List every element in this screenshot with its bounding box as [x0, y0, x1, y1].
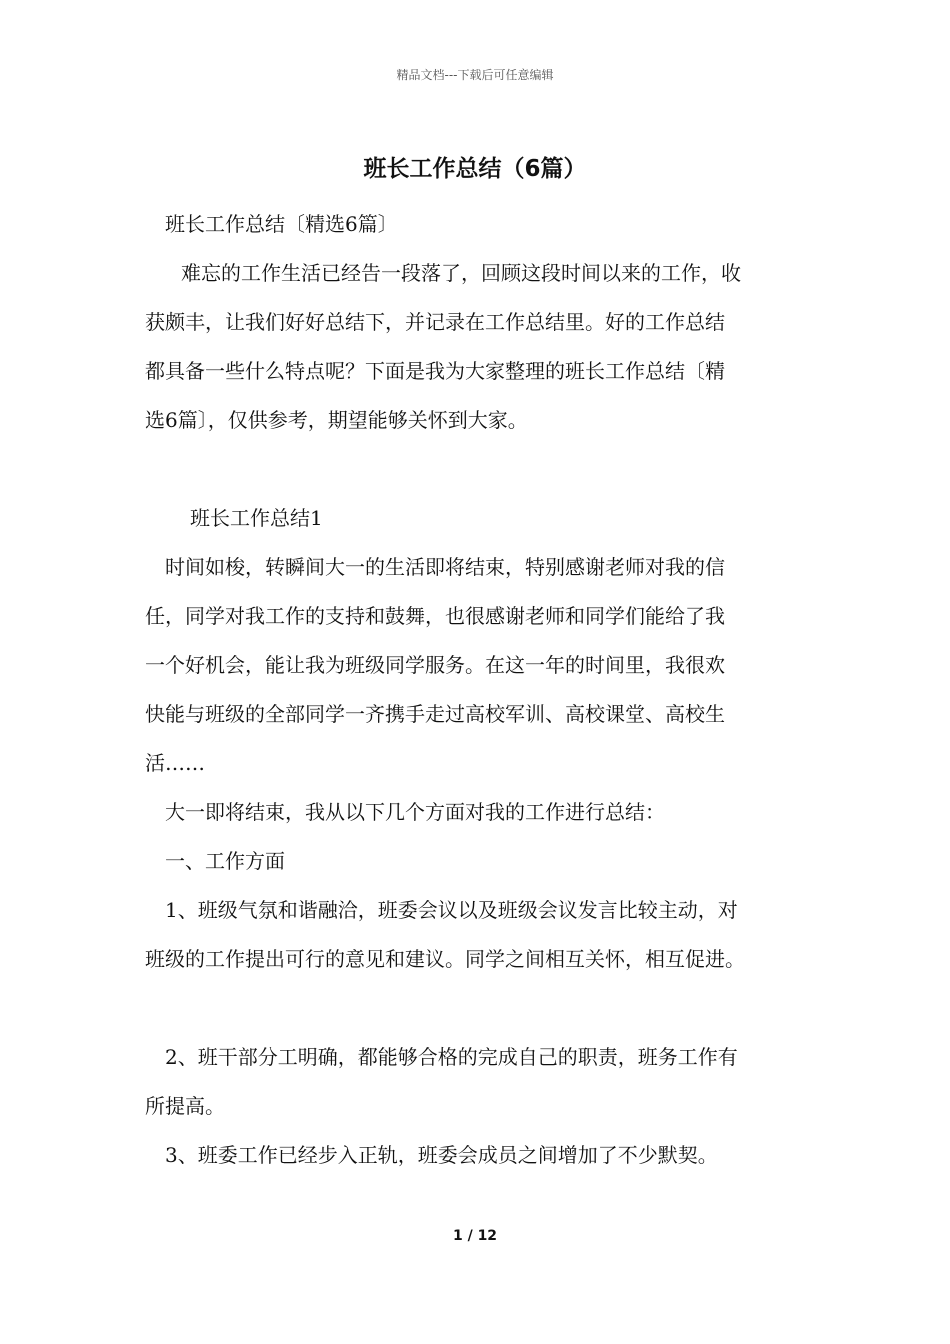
section1-line-5: 活…… [145, 751, 205, 775]
intro-line-3: 都具备一些什么特点呢？下面是我为大家整理的班长工作总结〔精 [145, 359, 725, 383]
intro-line-2: 获颇丰，让我们好好总结下，并记录在工作总结里。好的工作总结 [145, 310, 725, 334]
page-current: 1 [452, 1228, 463, 1244]
paragraph-gap [145, 445, 815, 494]
item2-line-2: 所提高。 [145, 1094, 225, 1118]
section-heading: 班长工作总结1 [190, 506, 323, 530]
section1-line-1: 时间如梭，转瞬间大一的生活即将结束，特别感谢老师对我的信 [165, 555, 725, 579]
page-separator: / [467, 1228, 473, 1244]
page-total: 12 [477, 1228, 498, 1244]
section1-line-3: 一个好机会，能让我为班级同学服务。在这一年的时间里，我很欢 [145, 653, 725, 677]
page-number [0, 1228, 950, 1244]
item2-line-1: 2、班干部分工明确，都能够合格的完成自己的职责，班务工作有 [165, 1045, 738, 1069]
summary-intro: 大一即将结束，我从以下几个方面对我的工作进行总结： [165, 800, 665, 824]
section1-line-4: 快能与班级的全部同学一齐携手走过高校军训、高校课堂、高校生 [145, 702, 725, 726]
intro-line-4: 选6篇〕，仅供参考，期望能够关怀到大家。 [145, 408, 528, 432]
document-title: 班长工作总结（6篇） [363, 156, 587, 182]
page-header: 精品文档---下载后可任意编辑 [396, 68, 554, 82]
item1-line-1: 1、班级气氛和谐融洽，班委会议以及班级会议发言比较主动，对 [165, 898, 738, 922]
work-heading: 一、工作方面 [165, 849, 285, 873]
document-body [145, 200, 815, 1180]
item1-line-2: 班级的工作提出可行的意见和建议。同学之间相互关怀，相互促进。 [145, 947, 745, 971]
intro-line-1: 难忘的工作生活已经告一段落了，回顾这段时间以来的工作，收 [181, 261, 741, 285]
item3-line: 3、班委工作已经步入正轨，班委会成员之间增加了不少默契。 [165, 1143, 718, 1167]
document-subtitle: 班长工作总结〔精选6篇〕 [165, 212, 398, 236]
paragraph-gap [145, 984, 815, 1033]
section1-line-2: 任，同学对我工作的支持和鼓舞，也很感谢老师和同学们能给了我 [145, 604, 725, 628]
